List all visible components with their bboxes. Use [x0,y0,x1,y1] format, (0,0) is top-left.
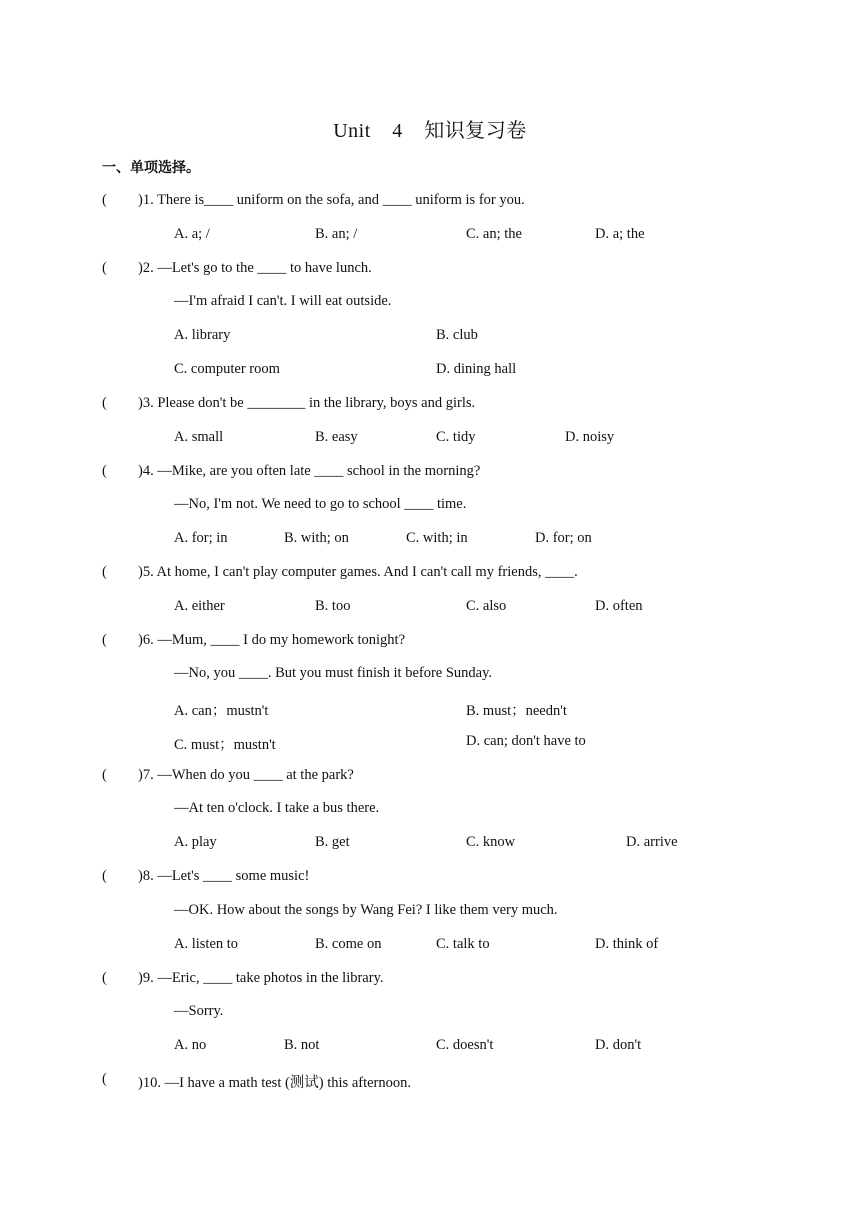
q8-option-a: A. listen to [174,936,239,952]
q7-option-a: A. play [174,834,217,850]
question-9: )9. —Eric, ____ take photos in the library. [138,970,384,986]
q3-option-d: D. noisy [565,429,615,445]
q9-option-c: C. doesn't [436,1037,494,1053]
q7-option-b: B. get [315,834,350,850]
title-unit: Unit [333,120,371,142]
q5-option-a: A. either [174,598,225,614]
answer-paren-4: ( [102,463,107,479]
question-4: )4. —Mike, are you often late ____ school in the morning? [138,463,481,479]
q1-option-b: B. an; / [315,226,358,242]
q3-option-a: A. small [174,429,224,445]
q2-option-d: D. dining hall [436,361,517,377]
q2-reply: —I'm afraid I can't. I will eat outside. [174,293,392,309]
q6-option-b: B. must；needn't [466,703,567,719]
q4-option-d: D. for; on [535,530,592,546]
q6-reply: —No, you ____. But you must finish it before Sunday. [174,665,493,681]
question-1: )1. There is____ uniform on the sofa, and ____ uniform is for you. [138,192,525,208]
q1-option-a: A. a; / [174,226,210,242]
answer-paren-3: ( [102,395,107,411]
q8-option-c: C. talk to [436,936,490,952]
question-3: )3. Please don't be ________ in the library, boys and girls. [138,395,476,411]
q4-option-a: A. for; in [174,530,228,546]
question-2: )2. —Let's go to the ____ to have lunch. [138,260,372,276]
q8-reply: —OK. How about the songs by Wang Fei? I like them very much. [174,902,558,918]
q5-option-c: C. also [466,598,507,614]
q4-option-b: B. with; on [284,530,349,546]
question-10: )10. —I have a math test (测试) this afternoon. [138,1075,412,1091]
q5-option-b: B. too [315,598,351,614]
section-heading: 一、单项选择。 [102,160,200,176]
answer-paren-7: ( [102,767,107,783]
q1-option-c: C. an; the [466,226,522,242]
answer-paren-2: ( [102,260,107,276]
q9-option-b: B. not [284,1037,320,1053]
answer-paren-8: ( [102,868,107,884]
q8-option-d: D. think of [595,936,659,952]
answer-paren-10: ( [102,1071,107,1087]
page-title [0,114,860,143]
answer-paren-5: ( [102,564,107,580]
title-name: 知识复习卷 [424,120,527,142]
q4-reply: —No, I'm not. We need to go to school ____ time. [174,496,467,512]
q2-option-b: B. club [436,327,478,343]
question-5: )5. At home, I can't play computer games. And I can't call my friends, ____. [138,564,578,580]
answer-paren-1: ( [102,192,107,208]
question-7: )7. —When do you ____ at the park? [138,767,354,783]
q1-option-d: D. a; the [595,226,645,242]
q6-option-c: C. must；mustn't [174,737,276,753]
question-6: )6. —Mum, ____ I do my homework tonight? [138,632,406,648]
answer-paren-6: ( [102,632,107,648]
q5-option-d: D. often [595,598,643,614]
q9-option-a: A. no [174,1037,207,1053]
q3-option-b: B. easy [315,429,358,445]
question-8: )8. —Let's ____ some music! [138,868,310,884]
q4-option-c: C. with; in [406,530,468,546]
q8-option-b: B. come on [315,936,382,952]
q3-option-c: C. tidy [436,429,476,445]
q6-option-a: A. can；mustn't [174,703,269,719]
answer-paren-9: ( [102,970,107,986]
q7-option-c: C. know [466,834,516,850]
title-number: 4 [392,120,403,142]
q9-option-d: D. don't [595,1037,642,1053]
q7-option-d: D. arrive [626,834,678,850]
q6-option-d: D. can; don't have to [466,733,586,749]
q2-option-c: C. computer room [174,361,280,377]
q2-option-a: A. library [174,327,231,343]
q9-reply: —Sorry. [174,1003,224,1019]
q7-reply: —At ten o'clock. I take a bus there. [174,800,380,816]
